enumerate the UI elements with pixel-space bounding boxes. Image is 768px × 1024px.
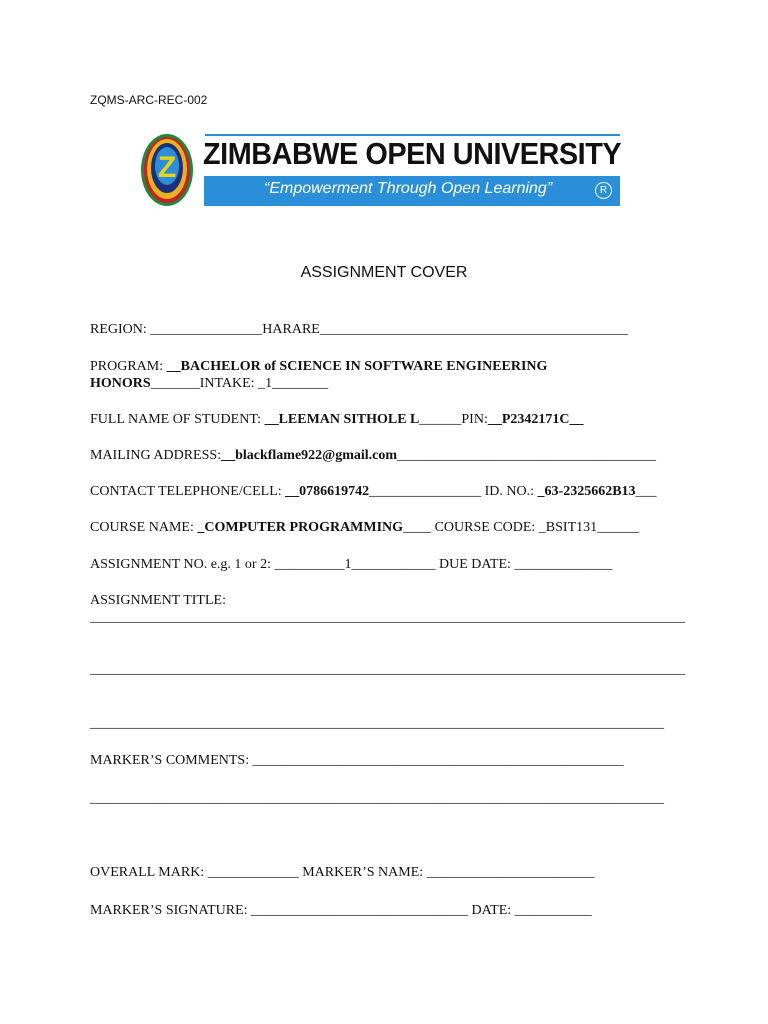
markers-comments-label: MARKER’S COMMENTS: [90,753,253,768]
student-name-blank: __ [264,412,279,427]
document-code: ZQMS-ARC-REC-002 [90,93,208,107]
university-name: ZIMBABWE OPEN UNIVERSITY [203,136,622,171]
student-name-value: LEEMAN SITHOLE L [278,412,420,427]
assignment-title-line-2: _____________________________________________________________________________________ [90,662,685,677]
program-blank: __ [166,359,181,374]
region-field [90,321,628,338]
contact-blank: __ [285,484,300,499]
course-name-blank: _ [197,520,205,535]
id-line: ___ [635,484,657,499]
signature-field [90,902,592,919]
program-line: _______ [150,376,200,391]
assignment-number-value: __________1____________ [274,557,436,572]
mailing-value: blackflame922@gmail.com [235,448,398,463]
program-field [90,358,547,375]
university-tagline: “Empowerment Through Open Learning” [264,180,553,197]
contact-label: CONTACT TELEPHONE/CELL: [90,484,286,499]
assignment-title-line-1: _____________________________________________________________________________________ [90,610,685,625]
student-field [90,411,584,428]
student-name-line: ______ [419,412,462,427]
overall-mark-value: _____________ [207,865,303,880]
signature-label: MARKER’S SIGNATURE: [90,903,252,918]
overall-mark-field [90,864,595,881]
contact-field [90,483,657,500]
pin-blank: __ [487,412,502,427]
course-name-value: COMPUTER PROGRAMMING [204,520,404,535]
course-code-value: _BSIT131______ [538,520,640,535]
program-value: BACHELOR of SCIENCE IN SOFTWARE ENGINEERING [180,359,548,374]
intake-value: _1________ [258,376,329,391]
id-value: 63-2325662B13 [544,484,636,499]
course-name-label: COURSE NAME: [90,520,198,535]
program-label: PROGRAM: [90,359,167,374]
university-emblem-icon [140,130,194,208]
assignment-number-field [90,556,612,573]
mailing-line: _____________________________________ [397,448,657,463]
contact-value: 0786619742 [299,484,370,499]
assignment-title-label: ASSIGNMENT TITLE: [90,593,226,608]
university-logo [140,130,622,208]
mailing-label: MAILING ADDRESS: [90,448,222,463]
id-label: ID. NO.: [484,484,538,499]
marker-name-label: MARKER’S NAME: [302,865,427,880]
intake-label: INTAKE: [199,376,259,391]
markers-comments-line-2: __________________________________________________________________________________ [90,791,664,806]
region-blank: ________________ [150,322,263,337]
due-date-label: DUE DATE: [435,557,515,572]
course-code-label: COURSE CODE: [434,520,539,535]
pin-value: P2342171C [501,412,570,427]
id-blank: _ [537,484,545,499]
student-name-label: FULL NAME OF STUDENT: [90,412,265,427]
tagline-band [204,176,620,206]
pin-line: __ [569,412,584,427]
emblem-letter: Z [157,151,177,184]
region-label: REGION: [90,322,151,337]
mailing-field [90,447,656,464]
assignment-title-line-3: __________________________________________________________________________________ [90,716,664,731]
course-name-line: ____ [403,520,435,535]
date-value: ___________ [514,903,592,918]
contact-line: ________________ [369,484,485,499]
signature-value: _______________________________ [251,903,472,918]
program-field-continued [90,375,328,392]
markers-comments-line: _____________________________________________________ [252,753,624,768]
overall-mark-label: OVERALL MARK: [90,865,208,880]
region-line: ____________________________________________ [319,322,628,337]
page-title: ASSIGNMENT COVER [300,264,468,281]
mailing-blank: __ [221,448,236,463]
region-value: HARARE [262,322,320,337]
course-field [90,519,639,536]
registered-mark-icon: R [595,182,612,199]
assignment-number-label: ASSIGNMENT NO. e.g. 1 or 2: [90,557,275,572]
due-date-value: ______________ [514,557,613,572]
pin-label: PIN: [461,412,488,427]
program-value-continued: HONORS [90,376,151,391]
date-label: DATE: [471,903,515,918]
marker-name-value: ________________________ [426,865,595,880]
markers-comments-field [90,752,624,769]
